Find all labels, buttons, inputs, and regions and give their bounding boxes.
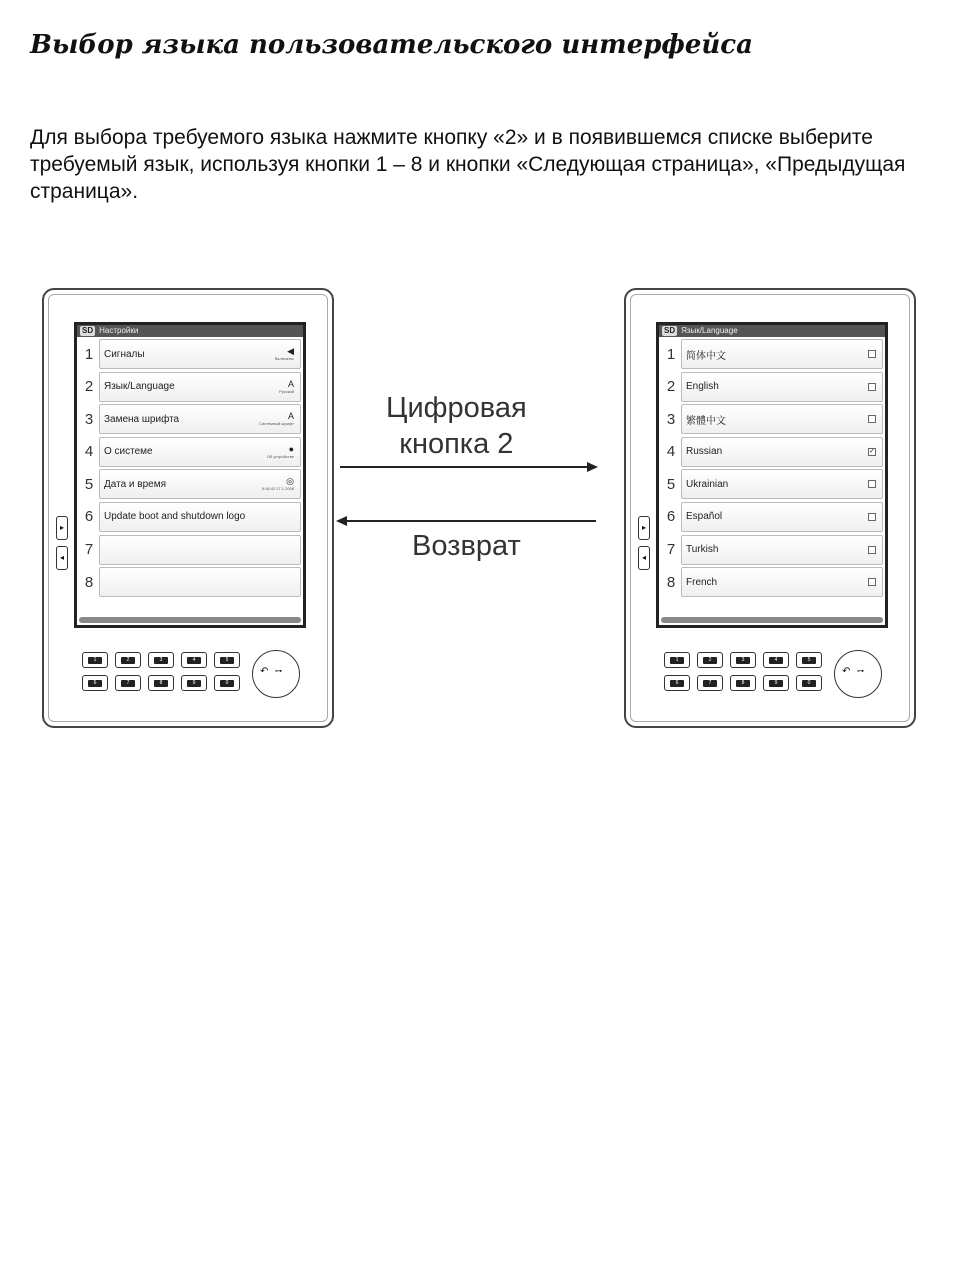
settings-row[interactable] (79, 339, 301, 369)
settings-item-meta (262, 477, 294, 491)
key-label: 2 (703, 657, 717, 664)
language-option[interactable] (681, 339, 883, 369)
forward-arrow (340, 466, 588, 468)
row-number: 7 (84, 541, 94, 559)
prev-page-side-key: ◂ (638, 546, 650, 570)
key-label: 5 (220, 657, 234, 664)
row-number: 8 (84, 573, 94, 591)
checkbox-icon[interactable] (868, 350, 876, 358)
screen-scrollbar (661, 617, 883, 623)
row-number: 7 (666, 541, 676, 559)
language-option-label: Russian (686, 446, 723, 458)
key-label: 3 (736, 657, 750, 664)
row-number: 4 (84, 443, 94, 461)
settings-item-value: 9:16:42 27.1.2008 (261, 486, 294, 492)
key-3[interactable] (730, 652, 756, 668)
language-option[interactable] (681, 404, 883, 434)
settings-item[interactable] (99, 339, 301, 369)
settings-item-label: О системе (104, 446, 153, 458)
key-label: 7 (121, 680, 135, 687)
language-row[interactable] (661, 404, 883, 434)
key-label: 3 (154, 657, 168, 664)
ok-icon: ⊶ (857, 668, 864, 675)
language-option-label: English (686, 381, 719, 393)
digit-button-annotation (386, 390, 527, 462)
language-row[interactable] (661, 567, 883, 597)
language-option-label: 简体中文 (686, 350, 726, 362)
settings-item-value: Системный шрифт (258, 421, 294, 427)
ok-icon: ⊶ (275, 668, 282, 675)
row-number: 6 (84, 508, 94, 526)
key-4[interactable] (181, 652, 207, 668)
key-5[interactable] (796, 652, 822, 668)
key-label: 2 (121, 657, 135, 664)
settings-item[interactable] (99, 437, 301, 467)
page-title: Выбор языка пользовательского интерфейса (30, 30, 753, 60)
key-label: 1 (670, 657, 684, 664)
row-number: 2 (666, 378, 676, 396)
back-annotation: Возврат (412, 530, 521, 562)
key-9[interactable] (763, 675, 789, 691)
annotation-line-1: Цифровая (386, 392, 527, 424)
checkbox-icon[interactable] (868, 578, 876, 586)
language-list (659, 337, 885, 597)
info-icon: ● (288, 443, 294, 454)
sd-card-icon: SD (664, 326, 676, 335)
row-number: 2 (84, 378, 94, 396)
language-row[interactable] (661, 372, 883, 402)
screen-scrollbar (79, 617, 301, 623)
settings-list (77, 337, 303, 597)
prev-page-side-key: ◂ (56, 546, 68, 570)
row-number: 3 (84, 410, 94, 428)
screen-header (659, 325, 885, 337)
speaker-icon: ◀ (287, 346, 294, 356)
row-number: 5 (666, 475, 676, 493)
key-label: 1 (88, 657, 102, 664)
key-7[interactable] (697, 675, 723, 691)
settings-item-value: Об устройстве (266, 453, 294, 459)
screen-header (77, 325, 303, 337)
navigation-dial (834, 650, 882, 698)
language-screen (656, 322, 888, 628)
key-2[interactable] (115, 652, 141, 668)
annotation-line-2: кнопка 2 (399, 428, 514, 460)
key-6[interactable] (82, 675, 108, 691)
ebook-reader-settings (42, 288, 334, 728)
settings-item-meta (275, 347, 294, 361)
checkbox-icon[interactable] (868, 513, 876, 521)
settings-item-meta (267, 445, 294, 459)
settings-item[interactable] (99, 535, 301, 565)
key-label: 0 (802, 680, 816, 687)
ebook-reader-language (624, 288, 916, 728)
settings-item-value: Русский (279, 388, 294, 394)
key-2[interactable] (697, 652, 723, 668)
language-option-label: Turkish (686, 544, 719, 556)
language-option[interactable] (681, 372, 883, 402)
keypad (664, 652, 822, 698)
key-3[interactable] (148, 652, 174, 668)
row-number: 5 (84, 475, 94, 493)
next-page-side-key: ▸ (56, 516, 68, 540)
settings-item[interactable] (99, 372, 301, 402)
language-row[interactable] (661, 535, 883, 565)
language-option-label: French (686, 576, 718, 588)
settings-item[interactable] (99, 469, 301, 499)
screen-header-title: Настройки (99, 326, 139, 335)
language-row[interactable] (661, 339, 883, 369)
settings-item-label: Замена шрифта (104, 413, 180, 425)
key-8[interactable] (730, 675, 756, 691)
key-0[interactable] (796, 675, 822, 691)
sd-card-icon: SD (82, 326, 94, 335)
settings-row[interactable] (79, 404, 301, 434)
checkbox-icon[interactable] (868, 480, 876, 488)
row-number: 1 (666, 345, 676, 363)
settings-row[interactable] (79, 437, 301, 467)
language-option-label: 繁體中文 (686, 415, 726, 427)
checked-checkbox-icon[interactable]: ✓ (869, 447, 875, 455)
settings-item[interactable] (99, 404, 301, 434)
row-number: 6 (666, 508, 676, 526)
key-7[interactable] (115, 675, 141, 691)
keypad (82, 652, 240, 698)
language-option[interactable] (681, 502, 883, 532)
key-label: 8 (736, 680, 750, 687)
settings-item[interactable] (99, 502, 301, 532)
row-number: 4 (666, 443, 676, 461)
checkbox-icon[interactable] (868, 415, 876, 423)
clock-icon: ◎ (286, 476, 294, 487)
navigation-dial (252, 650, 300, 698)
key-1[interactable] (82, 652, 108, 668)
key-8[interactable] (148, 675, 174, 691)
key-4[interactable] (763, 652, 789, 668)
key-label: 0 (220, 680, 234, 687)
language-option[interactable] (681, 567, 883, 597)
next-page-side-key: ▸ (638, 516, 650, 540)
settings-row[interactable] (79, 535, 301, 565)
language-row[interactable] (661, 469, 883, 499)
settings-screen (74, 322, 306, 628)
key-label: 4 (769, 657, 783, 664)
language-row[interactable] (661, 502, 883, 532)
key-1[interactable] (664, 652, 690, 668)
key-label: 9 (769, 680, 783, 687)
language-option[interactable] (681, 437, 883, 467)
checkbox-icon[interactable] (868, 383, 876, 391)
key-label: 9 (187, 680, 201, 687)
key-label: 5 (802, 657, 816, 664)
row-number: 1 (84, 345, 94, 363)
settings-row[interactable] (79, 469, 301, 499)
language-row[interactable] (661, 437, 883, 467)
settings-item-label: Язык/Language (104, 381, 175, 393)
language-icon: A (287, 378, 294, 389)
language-option-label: Ukrainian (686, 478, 729, 490)
row-number: 3 (666, 410, 676, 428)
settings-item-label: Дата и время (104, 478, 167, 490)
back-arrow (346, 520, 596, 522)
settings-item[interactable] (99, 567, 301, 597)
back-icon: ↶ (842, 666, 851, 677)
settings-row[interactable] (79, 567, 301, 597)
key-5[interactable] (214, 652, 240, 668)
settings-item-value: Включены (274, 356, 294, 361)
settings-item-label: Сигналы (104, 348, 145, 360)
key-label: 8 (154, 680, 168, 687)
settings-item-meta (259, 412, 294, 426)
key-label: 6 (88, 680, 102, 687)
language-option[interactable] (681, 469, 883, 499)
row-number: 8 (666, 573, 676, 591)
settings-item-label: Update boot and shutdown logo (104, 511, 246, 523)
checkbox-icon[interactable] (868, 546, 876, 554)
key-label: 6 (670, 680, 684, 687)
intro-paragraph: Для выбора требуемого языка нажмите кнопку «2» и в появившемся списке выберите требуемый язык, используя кнопки 1 – 8 и кнопки «Следующая страница», «Предыдущая страница». (30, 126, 906, 203)
settings-item-meta (279, 380, 294, 394)
language-option[interactable] (681, 535, 883, 565)
key-9[interactable] (181, 675, 207, 691)
language-option-label: Español (686, 511, 723, 523)
key-0[interactable] (214, 675, 240, 691)
font-icon: A (287, 411, 294, 422)
settings-row[interactable] (79, 372, 301, 402)
key-label: 7 (703, 680, 717, 687)
key-label: 4 (187, 657, 201, 664)
back-icon: ↶ (260, 666, 269, 677)
screen-header-title: Язык/Language (681, 326, 738, 335)
settings-row[interactable] (79, 502, 301, 532)
key-6[interactable] (664, 675, 690, 691)
